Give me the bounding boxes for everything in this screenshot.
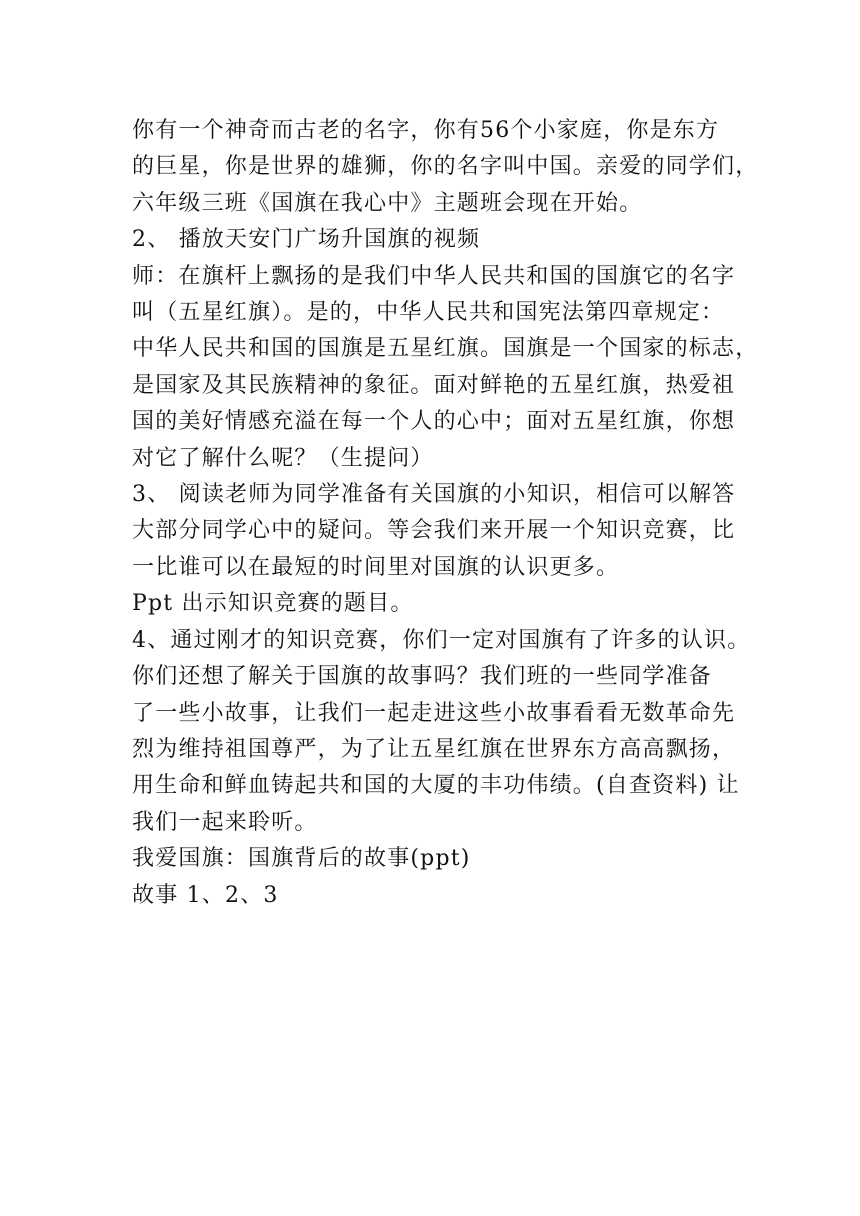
text-line-18: 烈为维持祖国尊严，为了让五星红旗在世界东方高高飘扬， [132, 736, 736, 762]
text-line-17: 了一些小故事，让我们一起走进这些小故事看看无数革命先 [132, 700, 736, 726]
text-line-14: Ppt 出示知识竞赛的题目。 [132, 591, 414, 617]
text-line-20: 我们一起来聆听。 [132, 809, 318, 835]
text-line-3: 六年级三班《国旗在我心中》主题班会现在开始。 [132, 190, 643, 216]
text-line-9: 国的美好情感充溢在每一个人的心中；面对五星红旗，你想 [132, 409, 736, 435]
text-line-15: 4、通过刚才的知识竞赛，你们一定对国旗有了许多的认识。 [132, 627, 751, 653]
text-line-16: 你们还想了解关于国旗的故事吗？我们班的一些同学准备 [132, 664, 713, 690]
text-line-7: 中华人民共和国的国旗是五星红旗。国旗是一个国家的标志， [132, 336, 759, 362]
text-line-13: 一比谁可以在最短的时间里对国旗的认识更多。 [132, 554, 620, 580]
text-line-10: 对它了解什么呢？（生提问） [132, 445, 434, 471]
document-body [132, 113, 759, 914]
text-line-5: 师：在旗杆上飘扬的是我们中华人民共和国的国旗它的名字 [132, 263, 736, 289]
text-line-21: 我爱国旗：国旗背后的故事(ppt) [132, 846, 471, 872]
text-line-4: 2、 播放天安门广场升国旗的视频 [132, 227, 481, 253]
text-line-22: 故事 1、2、3 [132, 882, 279, 908]
text-line-11: 3、 阅读老师为同学准备有关国旗的小知识，相信可以解答 [132, 482, 736, 508]
text-line-6: 叫（五星红旗）。是的，中华人民共和国宪法第四章规定： [132, 300, 725, 326]
text-line-2: 的巨星，你是世界的雄狮，你的名字叫中国。亲爱的同学们， [132, 154, 759, 180]
text-line-1: 你有一个神奇而古老的名字，你有56个小家庭，你是东方 [132, 118, 720, 143]
text-line-8: 是国家及其民族精神的象征。面对鲜艳的五星红旗，热爱祖 [132, 372, 736, 398]
text-line-12: 大部分同学心中的疑问。等会我们来开展一个知识竞赛，比 [132, 518, 736, 544]
text-line-19: 用生命和鲜血铸起共和国的大厦的丰功伟绩。(自查资料) 让 [132, 773, 740, 799]
